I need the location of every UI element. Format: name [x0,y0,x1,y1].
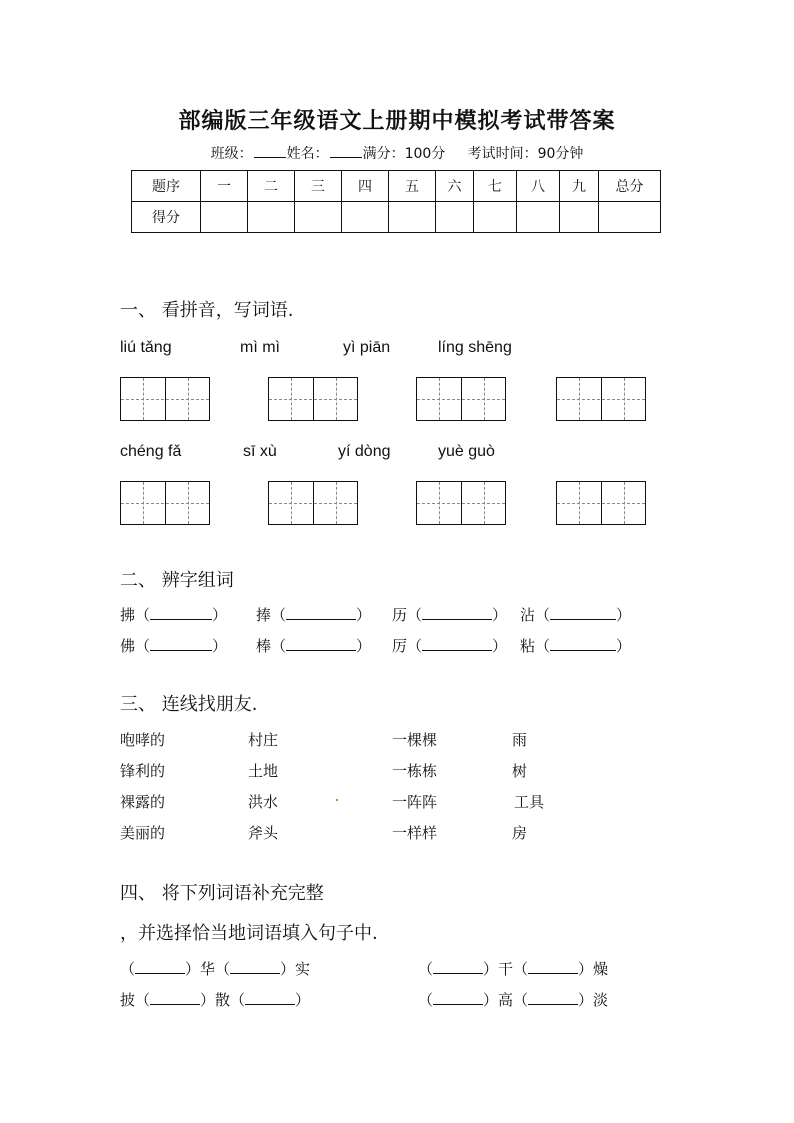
word-blank-char: 厉（ [392,637,423,655]
match-word[interactable]: 一栋栋 [392,762,438,780]
writing-grid[interactable] [556,481,646,525]
score-table [131,170,661,233]
pinyin-label: chéng fǎ [120,443,182,460]
idiom-blank[interactable] [230,959,280,974]
pinyin-label: yí dòng [338,443,391,460]
exam-time: 考试时间：90分钟 [467,146,584,162]
word-blank[interactable] [422,605,492,620]
name-blank[interactable] [330,145,362,158]
writing-grid[interactable] [120,481,210,525]
section-1-heading: 一、 看拼音，写词语. [120,300,294,321]
match-word[interactable]: 锋利的 [120,762,166,780]
score-cell[interactable] [201,202,248,233]
idiom-part: （ [120,960,136,978]
idiom-line [418,958,608,979]
close-paren: ） [616,606,632,624]
score-header-cell: 四 [342,171,389,202]
word-blank-item [120,635,227,656]
pinyin-label: líng shēng [438,339,512,356]
word-blank[interactable] [150,605,212,620]
word-blank-char: 粘（ [520,637,551,655]
exam-info [0,143,794,163]
score-header-cell: 九 [560,171,599,202]
pinyin-label: yuè guò [438,443,495,460]
writing-grid[interactable] [120,377,210,421]
writing-grid[interactable] [268,377,358,421]
word-blank[interactable] [286,605,356,620]
match-word[interactable]: 村庄 [248,731,279,749]
score-header-cell: 题序 [132,171,201,202]
match-word[interactable]: 斧头 [248,824,279,842]
class-blank[interactable] [254,145,286,158]
score-row-label: 得分 [132,202,201,233]
idiom-line [120,989,310,1010]
score-cell[interactable] [248,202,295,233]
score-cell[interactable] [474,202,517,233]
score-header-cell: 一 [201,171,248,202]
score-cell[interactable] [599,202,661,233]
idiom-blank[interactable] [528,990,578,1005]
word-blank-char: 沾（ [520,606,551,624]
idiom-blank[interactable] [433,959,483,974]
score-header-cell: 五 [389,171,436,202]
match-word[interactable]: 房 [512,824,528,842]
close-paren: ） [356,637,372,655]
idiom-line [120,958,310,979]
section-3-heading: 三、 连线找朋友. [120,694,258,715]
full-score: 满分：100分 [362,146,446,162]
score-header-cell: 三 [295,171,342,202]
word-blank-char: 棒（ [256,637,287,655]
score-header-cell: 六 [436,171,474,202]
close-paren: ） [212,637,228,655]
word-blank[interactable] [550,605,616,620]
word-blank-char: 佛（ [120,637,151,655]
idiom-part: ）干（ [483,960,529,978]
match-word[interactable]: 土地 [248,762,279,780]
writing-grid[interactable] [416,481,506,525]
stray-dot [336,799,338,801]
match-word[interactable]: 一阵阵 [392,793,438,811]
word-blank[interactable] [150,636,212,651]
writing-grid[interactable] [556,377,646,421]
match-word[interactable]: 咆哮的 [120,731,166,749]
close-paren: ） [616,637,632,655]
score-cell[interactable] [389,202,436,233]
match-word[interactable]: 工具 [514,793,545,811]
idiom-part: ）散（ [200,991,246,1009]
pinyin-label: sī xù [243,443,277,460]
idiom-blank[interactable] [528,959,578,974]
word-blank[interactable] [286,636,356,651]
match-word[interactable]: 裸露的 [120,793,166,811]
word-blank-item [520,604,631,625]
page-title: 部编版三年级语文上册期中模拟考试带答案 [178,109,616,134]
idiom-part: 披（ [120,991,151,1009]
score-cell[interactable] [436,202,474,233]
match-word[interactable]: 雨 [512,731,528,749]
name-label: 姓名： [286,146,329,162]
word-blank-item [392,635,507,656]
match-word[interactable]: 一棵棵 [392,731,438,749]
score-cell[interactable] [295,202,342,233]
idiom-part: ）燥 [578,960,609,978]
match-word[interactable]: 一样样 [392,824,438,842]
score-header-cell: 总分 [599,171,661,202]
section-4-subheading: ，并选择恰当地词语填入句子中. [120,923,378,944]
idiom-part: （ [418,991,434,1009]
writing-grid[interactable] [416,377,506,421]
idiom-part: ）淡 [578,991,609,1009]
score-table-score-row [132,202,661,233]
section-4-heading: 四、 将下列词语补充完整 [120,883,324,904]
score-table-header-row [132,171,661,202]
word-blank-item [120,604,227,625]
score-cell[interactable] [342,202,389,233]
word-blank-char: 捧（ [256,606,287,624]
idiom-part: （ [418,960,434,978]
word-blank[interactable] [422,636,492,651]
word-blank[interactable] [550,636,616,651]
word-blank-item [256,604,371,625]
idiom-part: ）实 [280,960,311,978]
score-header-cell: 七 [474,171,517,202]
score-cell[interactable] [517,202,560,233]
match-word[interactable]: 美丽的 [120,824,166,842]
pinyin-label: liú tǎng [120,339,172,356]
score-header-cell: 八 [517,171,560,202]
idiom-part: ）高（ [483,991,529,1009]
close-paren: ） [492,637,508,655]
writing-grid[interactable] [268,481,358,525]
close-paren: ） [212,606,228,624]
pinyin-label: yì piān [343,339,391,356]
match-word[interactable]: 洪水 [248,793,279,811]
match-word[interactable]: 树 [512,762,528,780]
idiom-line [418,989,608,1010]
idiom-blank[interactable] [433,990,483,1005]
close-paren: ） [356,606,372,624]
score-cell[interactable] [560,202,599,233]
class-label: 班级： [210,146,253,162]
idiom-blank[interactable] [150,990,200,1005]
close-paren: ） [492,606,508,624]
word-blank-char: 拂（ [120,606,151,624]
word-blank-item [392,604,507,625]
idiom-part: ）华（ [185,960,231,978]
idiom-blank[interactable] [135,959,185,974]
idiom-part: ） [295,991,311,1009]
word-blank-char: 历（ [392,606,423,624]
pinyin-label: mì mì [240,339,280,356]
word-blank-item [256,635,371,656]
word-blank-item [520,635,631,656]
score-header-cell: 二 [248,171,295,202]
idiom-blank[interactable] [245,990,295,1005]
section-2-heading: 二、 辨字组词 [120,570,234,591]
